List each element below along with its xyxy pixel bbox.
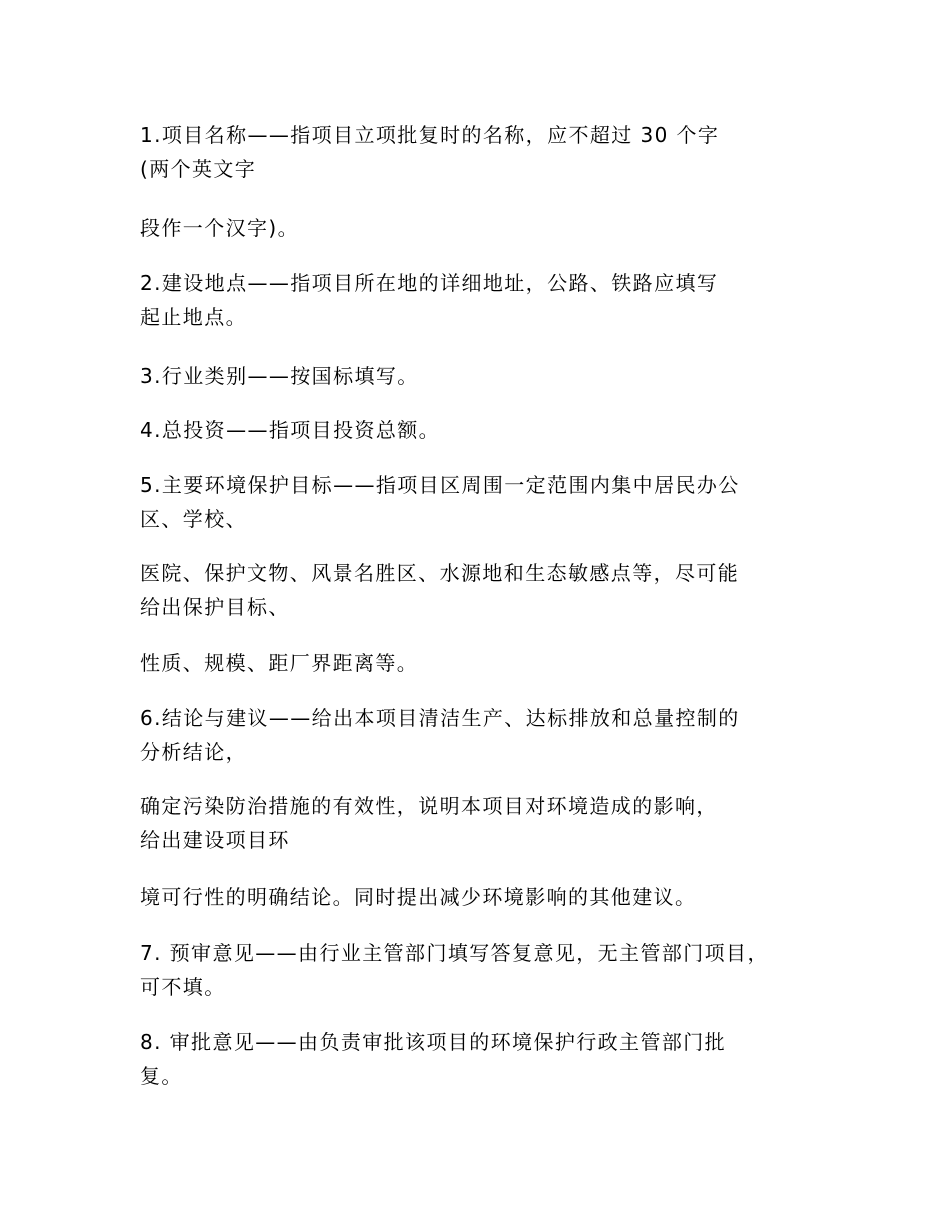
paragraph-item-7 — [140, 936, 840, 1004]
text-line: 境可行性的明确结论。同时提出减少环境影响的其他建议。 — [140, 885, 697, 909]
paragraph-item-6-continued-2 — [140, 880, 840, 914]
text-line: (两个英文字 — [140, 157, 257, 181]
paragraph-item-3 — [140, 359, 840, 393]
text-line: 给出保护目标、 — [140, 595, 290, 619]
text-line: 分析结论， — [140, 740, 247, 764]
text-line: 4.总投资——指项目投资总额。 — [140, 418, 441, 442]
text-line: 7. 预审意见——由行业主管部门填写答复意见，无主管部门项目， — [140, 941, 769, 965]
text-line: 可不填。 — [140, 975, 226, 999]
paragraph-item-5-continued-1 — [140, 556, 840, 624]
text-line: 区、学校、 — [140, 507, 247, 531]
text-line: 复。 — [140, 1064, 183, 1088]
text-line: 确定污染防治措施的有效性，说明本项目对环境造成的影响， — [140, 794, 718, 818]
text-line: 6.结论与建议——给出本项目清洁生产、达标排放和总量控制的 — [140, 706, 740, 730]
text-line: 3.行业类别——按国标填写。 — [140, 364, 419, 388]
paragraph-item-6 — [140, 701, 840, 769]
paragraph-item-8 — [140, 1025, 840, 1093]
text-line: 性质、规模、距厂界距离等。 — [140, 651, 419, 675]
text-line: 医院、保护文物、风景名胜区、水源地和生态敏感点等，尽可能 — [140, 561, 740, 585]
text-line: 2.建设地点——指项目所在地的详细地址，公路、铁路应填写 — [140, 271, 719, 295]
text-line: 5.主要环境保护目标——指项目区周围一定范围内集中居民办公 — [140, 473, 740, 497]
paragraph-item-1 — [140, 118, 840, 186]
paragraph-item-5 — [140, 468, 840, 536]
text-line: 给出建设项目环 — [140, 828, 290, 852]
paragraph-item-5-continued-2 — [140, 646, 840, 680]
text-line: 段作一个汉字)。 — [140, 216, 300, 240]
paragraph-item-6-continued-1 — [140, 789, 840, 857]
text-line: 8. 审批意见——由负责审批该项目的环境保护行政主管部门批 — [140, 1030, 727, 1054]
text-line: 1.项目名称——指项目立项批复时的名称，应不超过 30 个字 — [140, 123, 720, 147]
paragraph-item-4 — [140, 413, 840, 447]
paragraph-item-2 — [140, 266, 840, 334]
paragraph-item-1-continued — [140, 211, 840, 245]
text-line: 起止地点。 — [140, 305, 247, 329]
